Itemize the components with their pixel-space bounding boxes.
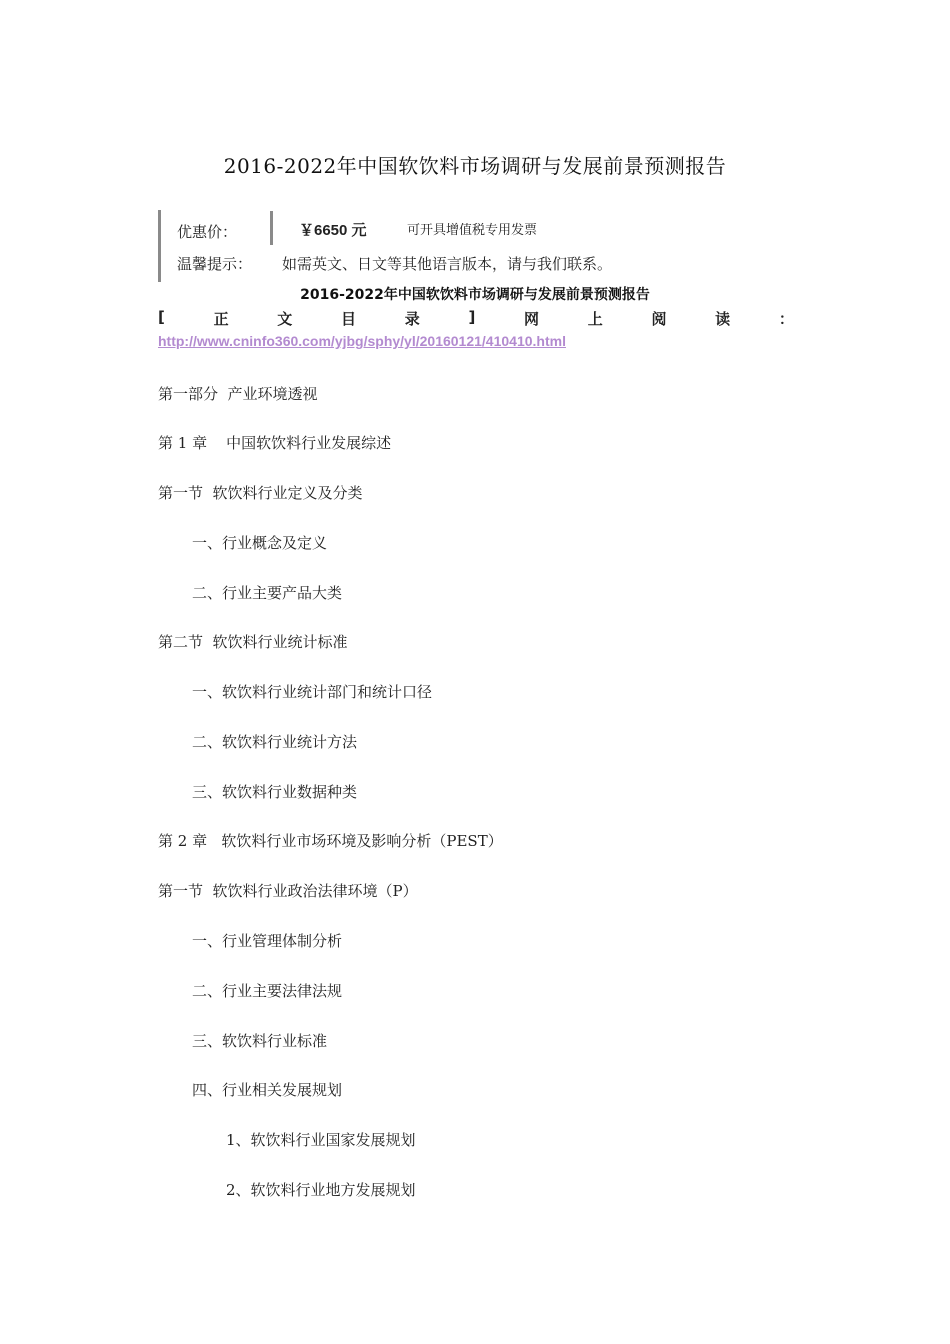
price-divider	[270, 211, 273, 245]
toc-entry-chapter: 第 1 章 中国软饮料行业发展综述	[158, 434, 392, 452]
toc-entry-section: 第一节 软饮料行业政治法律环境（P）	[158, 882, 418, 900]
toc-header-char: 读	[715, 310, 731, 328]
toc-entry-item: 三、软饮料行业标准	[192, 1032, 328, 1050]
toc-header-char: 目	[341, 310, 357, 328]
tip-label: 温馨提示：	[177, 254, 253, 273]
price-label: 优惠价：	[177, 222, 238, 241]
toc-entry-subitem: 1、软饮料行业国家发展规划	[226, 1131, 416, 1149]
toc-header-char: ]	[468, 308, 476, 326]
price-row	[177, 216, 272, 246]
toc-entry-section: 第二节 软饮料行业统计标准	[158, 633, 348, 651]
toc-entry-chapter: 第 2 章 软饮料行业市场环境及影响分析（PEST）	[158, 832, 503, 850]
toc-entry-part: 第一部分 产业环境透视	[158, 385, 318, 403]
toc-entry-item: 三、软饮料行业数据种类	[192, 783, 358, 801]
tip-text: 如需英文、日文等其他语言版本，请与我们联系。	[282, 254, 613, 273]
invoice-note: 可开具增值税专用发票	[407, 223, 538, 238]
toc-header-char: 网	[524, 310, 540, 328]
online-reading-link[interactable]: http://www.cninfo360.com/yjbg/sphy/yl/20160121/410410.html	[158, 333, 566, 349]
toc-header-char: 录	[404, 310, 420, 328]
toc-entry-section: 第一节 软饮料行业定义及分类	[158, 484, 363, 502]
toc-entry-item: 二、行业主要产品大类	[192, 584, 343, 602]
document-title: 2016-2022年中国软饮料市场调研与发展前景预测报告	[223, 154, 727, 178]
price-info-box	[158, 210, 721, 282]
report-subtitle: 2016-2022年中国软饮料市场调研与发展前景预测报告	[300, 287, 650, 303]
toc-entry-item: 一、软饮料行业统计部门和统计口径	[192, 683, 433, 701]
toc-entry-item: 四、行业相关发展规划	[192, 1081, 343, 1099]
toc-header-char: 阅	[651, 310, 667, 328]
toc-header-char: ：	[778, 310, 794, 328]
toc-header-char: 正	[213, 310, 229, 328]
toc-entry-item: 一、行业概念及定义	[192, 534, 328, 552]
toc-header-char: 文	[277, 310, 293, 328]
toc-header	[158, 308, 794, 330]
tip-row	[177, 248, 612, 278]
toc-entry-item: 二、软饮料行业统计方法	[192, 733, 358, 751]
toc-entry-item: 二、行业主要法律法规	[192, 982, 343, 1000]
toc-header-char: 上	[587, 310, 603, 328]
toc-entry-item: 一、行业管理体制分析	[192, 932, 343, 950]
toc-header-char: [	[158, 308, 165, 326]
toc-entry-subitem: 2、软饮料行业地方发展规划	[226, 1181, 416, 1199]
price-value: ￥6650 元	[299, 222, 367, 239]
